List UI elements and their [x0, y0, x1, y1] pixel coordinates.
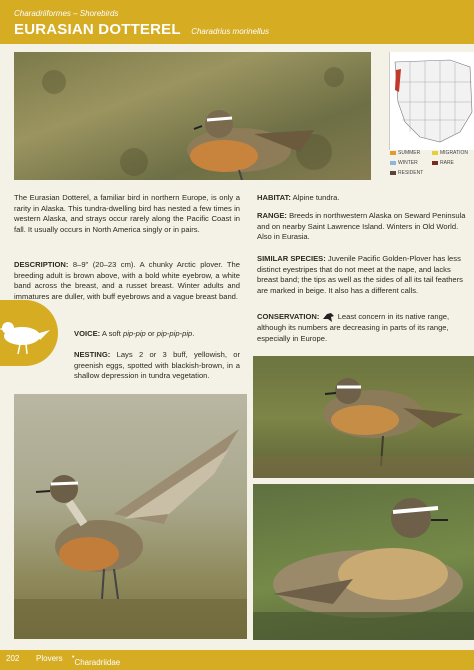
voice-label: VOICE: [74, 329, 101, 338]
scientific-name: Charadrius morinellus [191, 27, 270, 36]
silhouette-tab [0, 300, 58, 366]
description-label: DESCRIPTION: [14, 260, 69, 269]
legend-rare: RARE [432, 160, 454, 166]
title-row [14, 21, 269, 39]
species-title: EURASIAN DOTTEREL [14, 21, 181, 38]
photo-dotterel-mid [253, 356, 474, 478]
description-section [14, 260, 240, 302]
range-section [257, 211, 467, 243]
range-map [389, 52, 474, 150]
voice-section: VOICE: A soft pip-pip or pip-pip-pip. [74, 329, 195, 338]
similar-species-label: SIMILAR SPECIES: [257, 254, 326, 263]
summer-swatch [390, 151, 396, 155]
description-text: 8–9" (20–23 cm). A chunky Arctic plover. The breeding adult is brown above, with a bold white eyebrow, a white band across the breast, and a russet breast. Winter adults and immatures are duller, with buff eyebrows and a vague breast band. [14, 260, 240, 301]
habitat-text: Alpine tundra. [292, 193, 340, 202]
conservation-status-icon [322, 311, 336, 323]
intro-paragraph: The Eurasian Dotterel, a familiar bird in northern Europe, is only a rarity in Alaska. This tundra-dwelling bird has nested a few times in western Alaska, and strays occur rarely along the Pacific Coast in fall. It usually occurs in North America singly or in pairs. [14, 193, 240, 234]
legend-winter: WINTER [390, 160, 418, 166]
migration-swatch [432, 151, 438, 155]
habitat-label: HABITAT: [257, 193, 291, 202]
resident-swatch [390, 171, 396, 175]
nesting-section [74, 350, 240, 382]
voice-call-1: pip-pip [122, 329, 146, 338]
legend-migration: MIGRATION [432, 150, 468, 156]
conservation-text: Least concern in its native range, although its numbers are decreasing in parts of its range, especially in Europe. [257, 312, 450, 343]
footer-section: Plovers [36, 654, 63, 663]
legend-summer: SUMMER [390, 150, 420, 156]
photo-dotterel-standing [14, 52, 371, 180]
rare-swatch [432, 161, 438, 165]
similar-species-text: Juvenile Pacific Golden-Plover has less distinct eyestripes that do not meet at the nape, and lacks breast band; the tips as well as the sides of all its tail feathers are marked in beige. It also has a different calls. [257, 254, 463, 295]
nesting-label: NESTING: [74, 350, 111, 359]
photo-dotterel-nesting [253, 484, 474, 640]
page-footer [0, 650, 474, 670]
habitat-section [257, 193, 467, 204]
order-label: Charadriiformes – Shorebirds [14, 9, 119, 18]
similar-species-section [257, 254, 467, 296]
conservation-label: CONSERVATION: [257, 312, 320, 321]
voice-call-2: pip-pip-pip [156, 329, 193, 338]
range-label: RANGE: [257, 211, 287, 220]
photo-dotterel-wings-raised [14, 394, 247, 639]
plover-silhouette-icon [0, 322, 50, 354]
nesting-text: Lays 2 or 3 buff, yellowish, or greenish eggs, spotted with blackish-brown, in a shallow depression in tundra vegetation. [74, 350, 240, 381]
legend-resident: RESIDENT [390, 170, 423, 176]
page-number: 202 [6, 654, 20, 663]
winter-swatch [390, 161, 396, 165]
page-header [0, 0, 474, 44]
footer-family: • Charadriidae [72, 654, 121, 667]
conservation-section [257, 311, 467, 344]
range-text: Breeds in northwestern Alaska on Seward Peninsula and on nearby Saint Lawrence Island. Winters in Old World. Also in Eurasia. [257, 211, 466, 242]
